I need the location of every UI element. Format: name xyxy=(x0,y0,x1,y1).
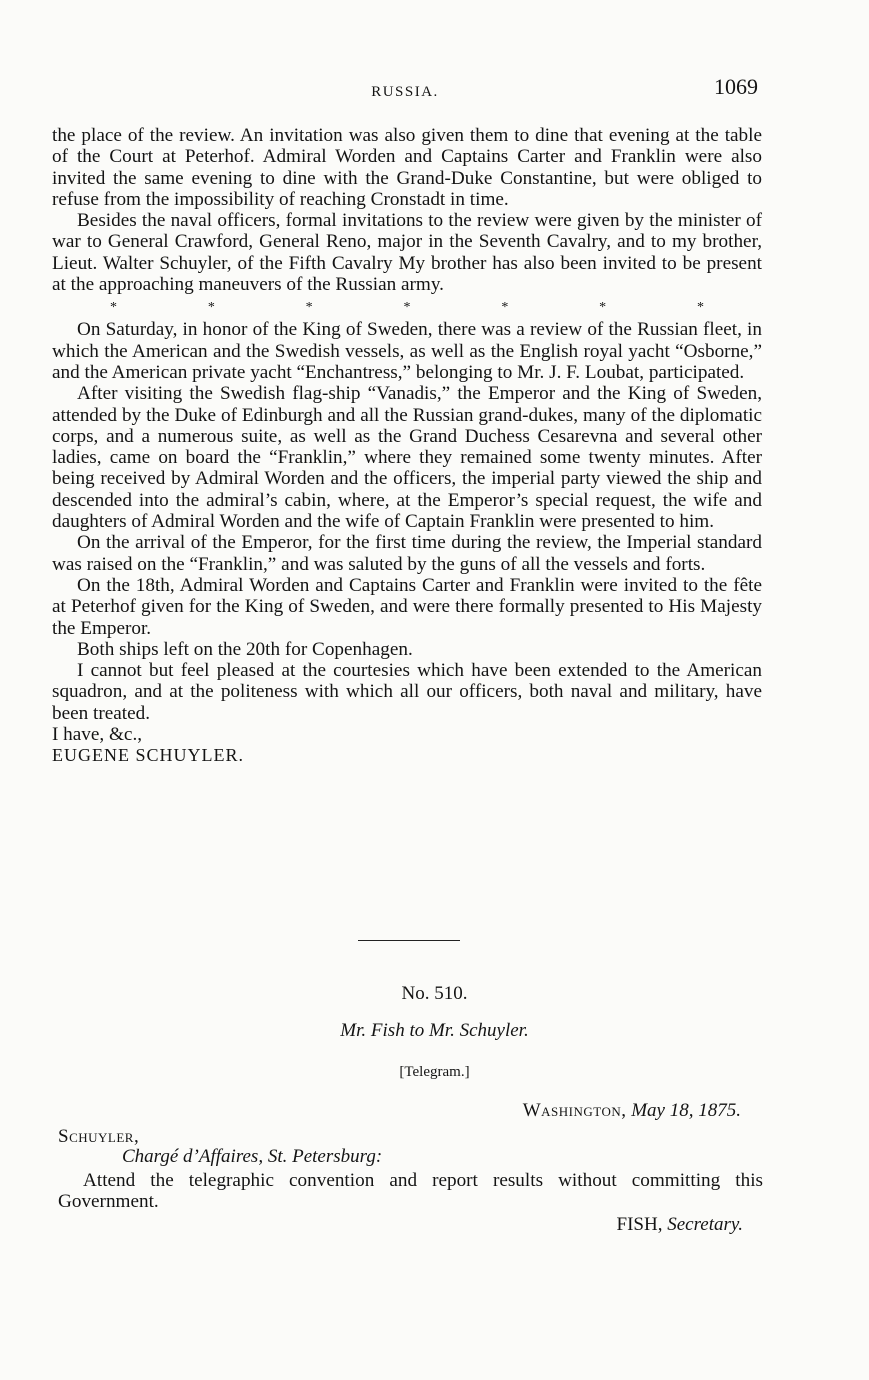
sender-name: FISH, xyxy=(616,1214,663,1235)
running-head: RUSSIA. xyxy=(371,84,439,100)
paragraph-courtesies: I cannot but feel pleased at the courtesies which have been extended to the American squadron, and at the politeness with which all our officers, both naval and military, have been treated. xyxy=(52,660,762,724)
document-number: No. 510. xyxy=(401,983,468,1004)
ellipsis-stars xyxy=(52,295,762,319)
star: * xyxy=(403,300,411,316)
star: * xyxy=(501,300,509,316)
page-number: 1069 xyxy=(714,74,758,99)
star: * xyxy=(696,300,704,316)
telegram-sender xyxy=(617,1214,743,1236)
document-type: [Telegram.] xyxy=(399,1064,470,1080)
addressee: Schuyler, xyxy=(58,1126,140,1147)
section-divider xyxy=(358,940,460,941)
dateline xyxy=(523,1100,741,1122)
page-header xyxy=(52,74,758,108)
dateline-date: May 18, 1875. xyxy=(631,1100,741,1121)
letter-body xyxy=(52,125,762,767)
sender-role: Secretary. xyxy=(667,1214,743,1235)
star: * xyxy=(305,300,313,316)
paragraph-imperial-standard: On the arrival of the Emperor, for the first time during the review, the Imperial standard was raised on the “Franklin,” and was saluted by the guns of all the vessels and forts. xyxy=(52,532,762,575)
dateline-place: Washington, xyxy=(522,1100,627,1121)
letter-closing: I have, &c., xyxy=(52,724,143,746)
paragraph-continued: the place of the review. An invitation was also given them to dine that evening at the table of the Court at Peterhof. Admiral Worden and Captains Carter and Franklin were also invited the same evening to dine with the Grand-Duke Constantine, but were obliged to refuse from the impossibility of reaching Cronstadt in time. xyxy=(52,125,762,210)
star: * xyxy=(599,300,607,316)
telegram-message: Attend the telegraphic convention and report results without committing this Government. xyxy=(58,1170,763,1213)
star: * xyxy=(207,300,215,316)
document-title: Mr. Fish to Mr. Schuyler. xyxy=(340,1020,529,1041)
paragraph-invitations: Besides the naval officers, formal invitations to the review were given by the minister of war to General Crawford, General Reno, major in the Seventh Cavalry, and to my brother, Lieut. Walter Schuyler, of the Fifth Cavalry My brother has also been invited to be present at the approaching maneuvers of the Russian army. xyxy=(52,210,762,296)
letter-signature: EUGENE SCHUYLER. xyxy=(52,745,244,766)
star: * xyxy=(110,300,117,316)
paragraph-fete: On the 18th, Admiral Worden and Captains Carter and Franklin were invited to the fête at Peterhof given for the King of Sweden, and were there formally presented to His Majesty the Emperor. xyxy=(52,574,762,639)
paragraph-fleet-review: On Saturday, in honor of the King of Sweden, there was a review of the Russian fleet, in which the American and the Swedish vessels, as well as the English royal yacht “Osborne,” and the American private yacht “Enchantress,” belonging to Mr. J. F. Loubat, participated. xyxy=(52,319,762,383)
paragraph-emperor-visit: After visiting the Swedish flag-ship “Vanadis,” the Emperor and the King of Sweden, attended by the Duke of Edinburgh and all the Russian grand-dukes, many of the diplomatic corps, and a numerous suite, as well as the Grand Duchess Cesarevna and several other ladies, came on board the “Franklin,” where they remained some twenty minutes. After being received by Admiral Worden and the officers, the imperial party viewed the ship and descended into the admiral’s cabin, where, at the Emperor’s special request, the wife and daughters of Admiral Worden and the wife of Captain Franklin were presented to him. xyxy=(52,383,762,533)
paragraph-departure: Both ships left on the 20th for Copenhagen. xyxy=(77,638,413,660)
addressee-title: Chargé d’Affaires, St. Petersburg: xyxy=(122,1146,383,1167)
